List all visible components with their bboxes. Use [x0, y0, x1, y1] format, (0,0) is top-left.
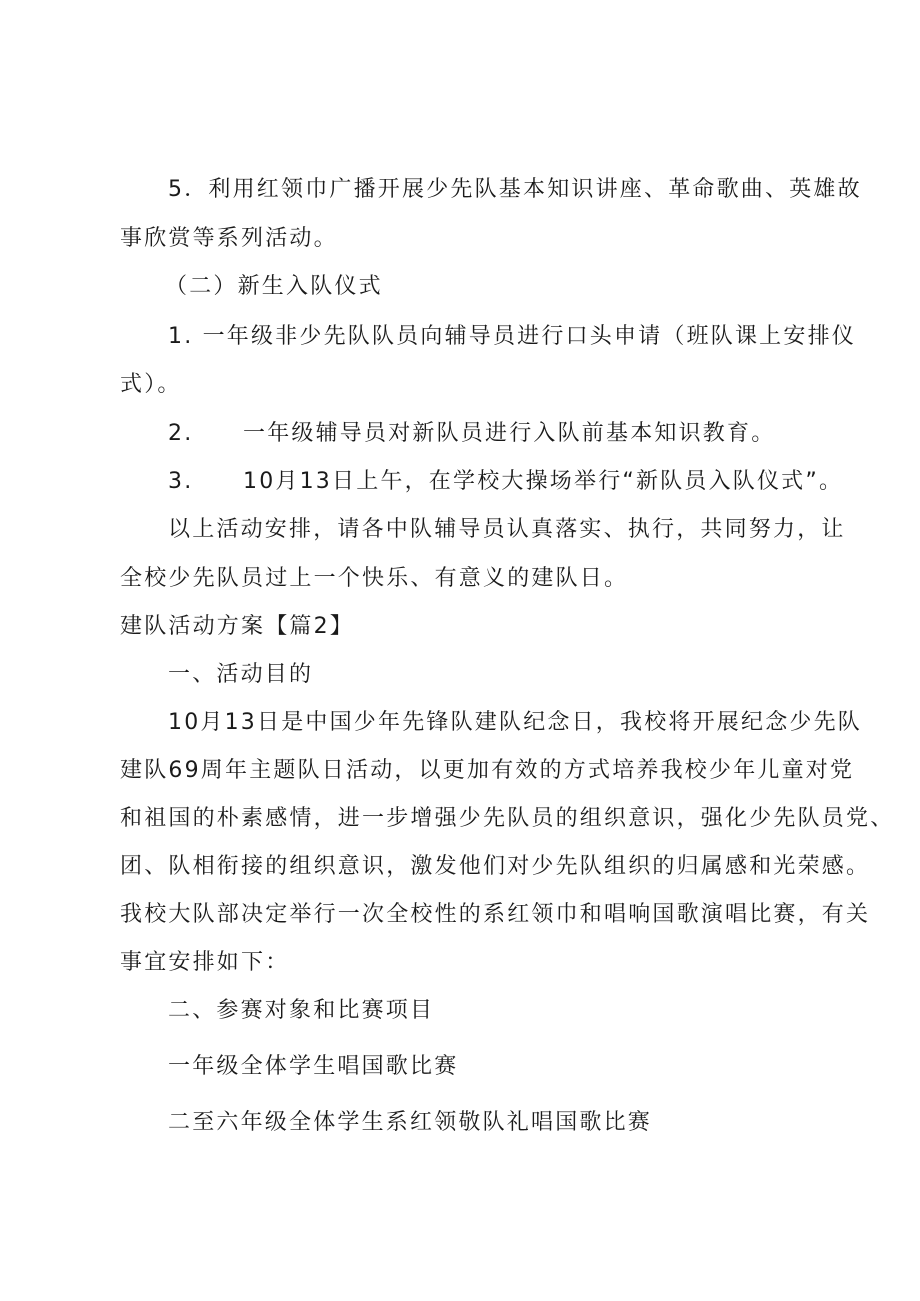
list-item-text: 一年级辅导员对新队员进行入队前基本知识教育。 — [243, 421, 776, 446]
section-heading: 一、活动目的 — [168, 662, 314, 687]
section-heading: 二、参赛对象和比赛项目 — [168, 998, 435, 1023]
list-item-number: 3. — [168, 469, 194, 494]
paragraph-line: 全校少先队员过上一个快乐、有意义的建队日。 — [120, 566, 629, 591]
paragraph-line: 二至六年级全体学生系红领敬队礼唱国歌比赛 — [168, 1110, 653, 1135]
paragraph-line: 10月13日是中国少年先锋队建队纪念日，我校将开展纪念少先队 — [168, 710, 862, 735]
paragraph-line: 我校大队部决定举行一次全校性的系红领巾和唱响国歌演唱比赛，有关 — [120, 902, 871, 927]
document-title: 建队活动方案【篇2】 — [120, 614, 354, 639]
paragraph-line: 式）。 — [120, 372, 182, 397]
paragraph-line: 事宜安排如下： — [120, 950, 290, 975]
list-item-text: 10月13日上午，在学校大操场举行“新队员入队仪式”。 — [243, 469, 844, 494]
paragraph-line: 一年级全体学生唱国歌比赛 — [168, 1054, 459, 1079]
paragraph-line: 以上活动安排，请各中队辅导员认真落实、执行，共同努力，让 — [168, 517, 846, 542]
list-item-text: 1. 一年级非少先队队员向辅导员进行口头申请（班队课上安排仪 — [168, 324, 856, 349]
paragraph-line: 建队69周年主题队日活动，以更加有效的方式培养我校少年儿童对党 — [120, 758, 855, 783]
paragraph-line: 团、队相衔接的组织意识，激发他们对少先队组织的归属感和光荣感。 — [120, 854, 871, 879]
paragraph-line: 事欣赏等系列活动。 — [120, 226, 338, 251]
list-item-number: 2. — [168, 421, 194, 446]
section-heading: （二）新生入队仪式 — [165, 274, 383, 299]
paragraph-line: 5．利用红领巾广播开展少先队基本知识讲座、革命歌曲、英雄故 — [168, 177, 862, 202]
paragraph-line: 和祖国的朴素感情，进一步增强少先队员的组织意识，强化少先队员党、 — [120, 806, 895, 831]
